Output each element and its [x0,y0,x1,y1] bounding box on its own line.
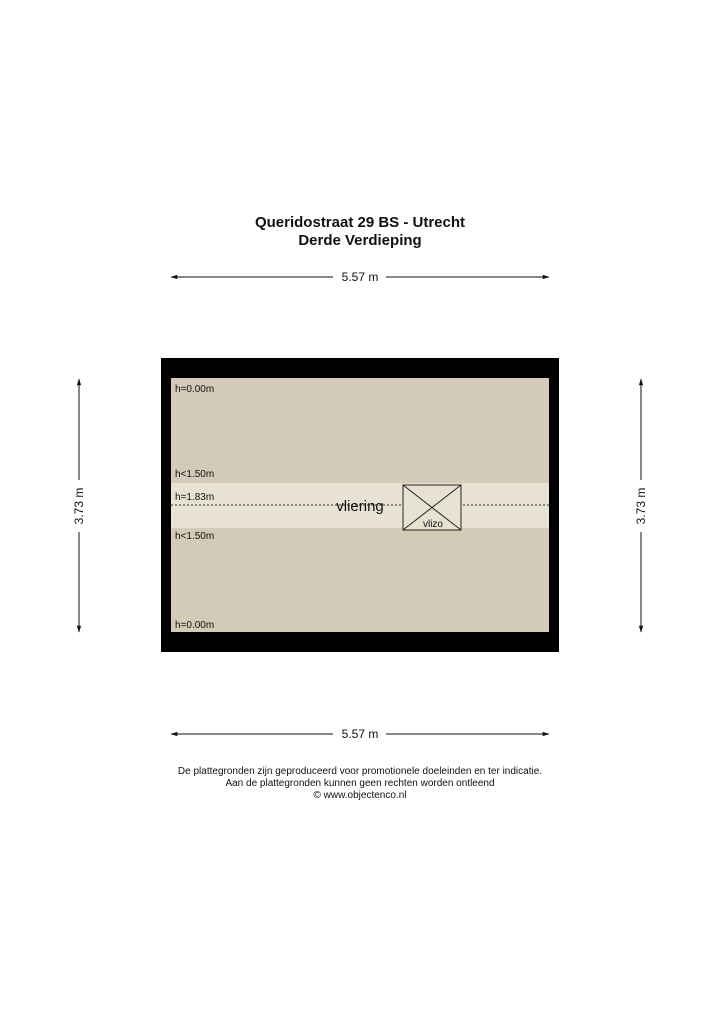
height-label-upper: h<1.50m [175,469,215,480]
right-dimension [634,379,648,632]
height-label-bottom: h=0.00m [175,620,215,631]
bottom-dimension-label: 5.57 m [341,727,379,741]
floor-title: Derde Verdieping [298,232,422,249]
bottom-dimension [171,727,549,741]
top-dimension-label: 5.57 m [341,270,379,284]
hatch-label: vlizo [422,519,444,530]
left-dimension-label: 3.73 m [72,487,86,525]
right-dimension-label: 3.73 m [634,487,648,525]
left-dimension [72,379,86,632]
height-label-top: h=0.00m [175,384,215,395]
address-title: Queridostraat 29 BS - Utrecht [254,214,466,231]
room-label: vliering [336,498,384,515]
height-label-lower: h<1.50m [175,531,215,542]
height-label-ridge: h=1.83m [175,492,215,503]
copyright-line: © www.objectenco.nl [313,790,407,801]
top-dimension [171,270,549,284]
disclaimer-line-2: Aan de plattegronden kunnen geen rechten worden ontleend [225,778,495,789]
disclaimer-line-1: De plattegronden zijn geproduceerd voor promotionele doeleinden en ter indicatie. [177,766,543,777]
attic-hatch [403,485,461,530]
